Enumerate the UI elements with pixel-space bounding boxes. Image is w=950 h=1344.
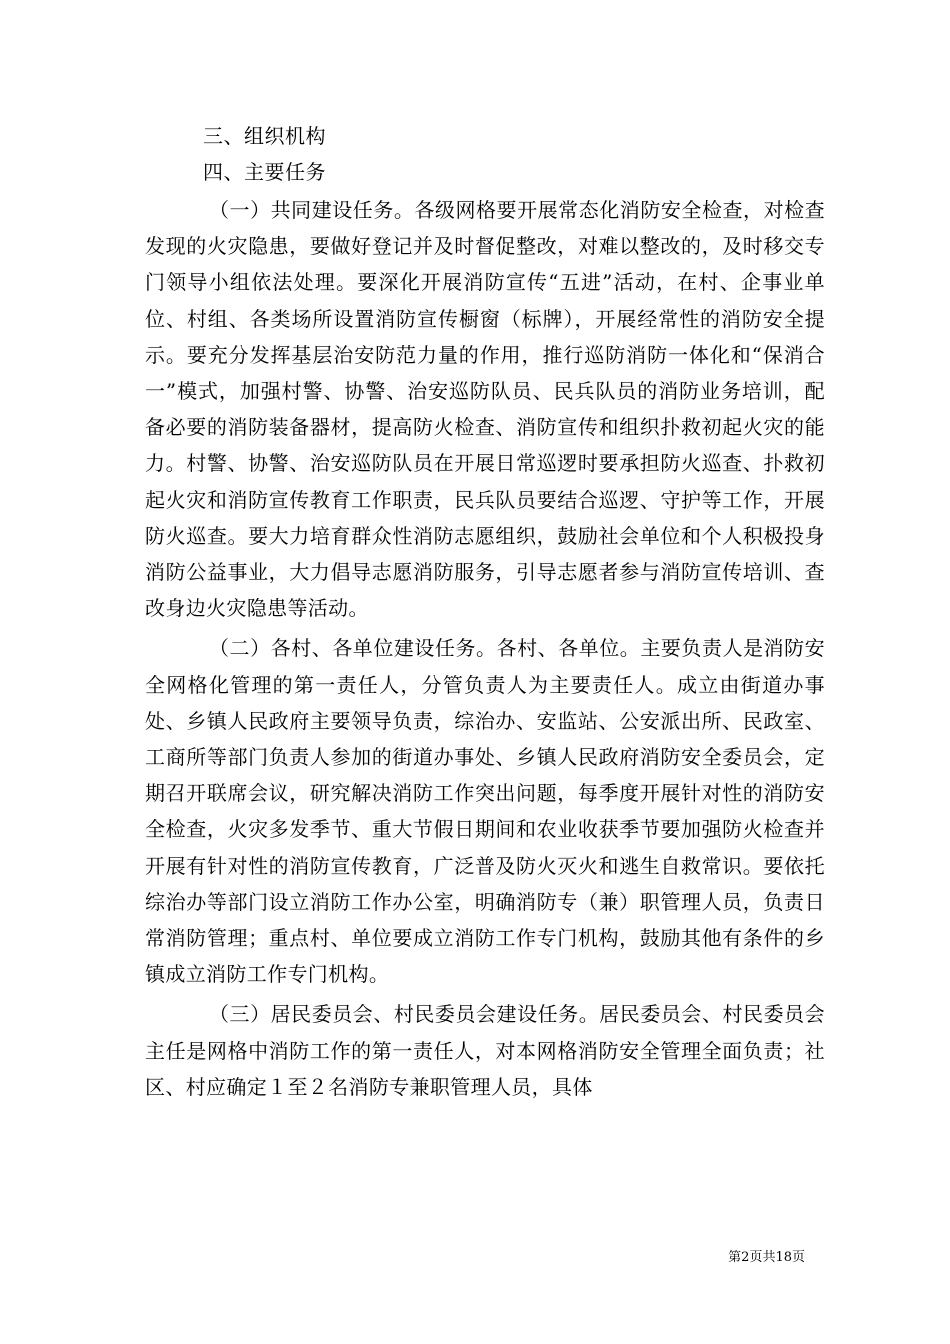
- paragraph-village-unit-tasks: （二）各村、各单位建设任务。各村、各单位。主要负责人是消防安全网格化管理的第一责任人，分管负责人为主要责任人。成立由街道办事处、乡镇人民政府主要领导负责，综治办、安监站、公安派出所、民政室、工商所等部门负责人参加的街道办事处、乡镇人民政府消防安全委员会，定期召开联席会议，研究解决消防工作突出问题，每季度开展针对性的消防安全检查，火灾多发季节、重大节假日期间和农业收获季节要加强防火检查并开展有针对性的消防宣传教育，广泛普及防火灭火和逃生自救常识。要依托综治办等部门设立消防工作办公室，明确消防专（兼）职管理人员，负责日常消防管理；重点村、单位要成立消防工作专门机构，鼓励其他有条件的乡镇成立消防工作专门机构。: [145, 636, 825, 987]
- section-heading-main-tasks: 四、主要任务: [203, 160, 326, 184]
- document-body: [145, 118, 825, 1105]
- page-number: 第2页共18页: [728, 1250, 805, 1265]
- section-heading-organization: 三、组织机构: [203, 124, 326, 148]
- paragraph-committee-tasks: （三）居民委员会、村民委员会建设任务。居民委员会、村民委员会主任是网格中消防工作的第一责任人，对本网格消防安全管理全面负责；社区、村应确定１至２名消防专兼职管理人员，具体: [145, 1002, 825, 1099]
- paragraph-joint-construction: （一）共同建设任务。各级网格要开展常态化消防安全检查，对检查发现的火灾隐患，要做好登记并及时督促整改，对难以整改的，及时移交专门领导小组依法处理。要深化开展消防宣传“五进”活动，在村、企事业单位、村组、各类场所设置消防宣传橱窗（标牌），开展经常性的消防安全提示。要充分发挥基层治安防范力量的作用，推行巡防消防一体化和“保消合一”模式，加强村警、协警、治安巡防队员、民兵队员的消防业务培训，配备必要的消防装备器材，提高防火检查、消防宣传和组织扑救初起火灾的能力。村警、协警、治安巡防队员在开展日常巡逻时要承担防火巡查、扑救初起火灾和消防宣传教育工作职责，民兵队员要结合巡逻、守护等工作，开展防火巡查。要大力培育群众性消防志愿组织，鼓励社会单位和个人积极投身消防公益事业，大力倡导志愿消防服务，引导志愿者参与消防宣传培训、查改身边火灾隐患等活动。: [145, 198, 825, 621]
